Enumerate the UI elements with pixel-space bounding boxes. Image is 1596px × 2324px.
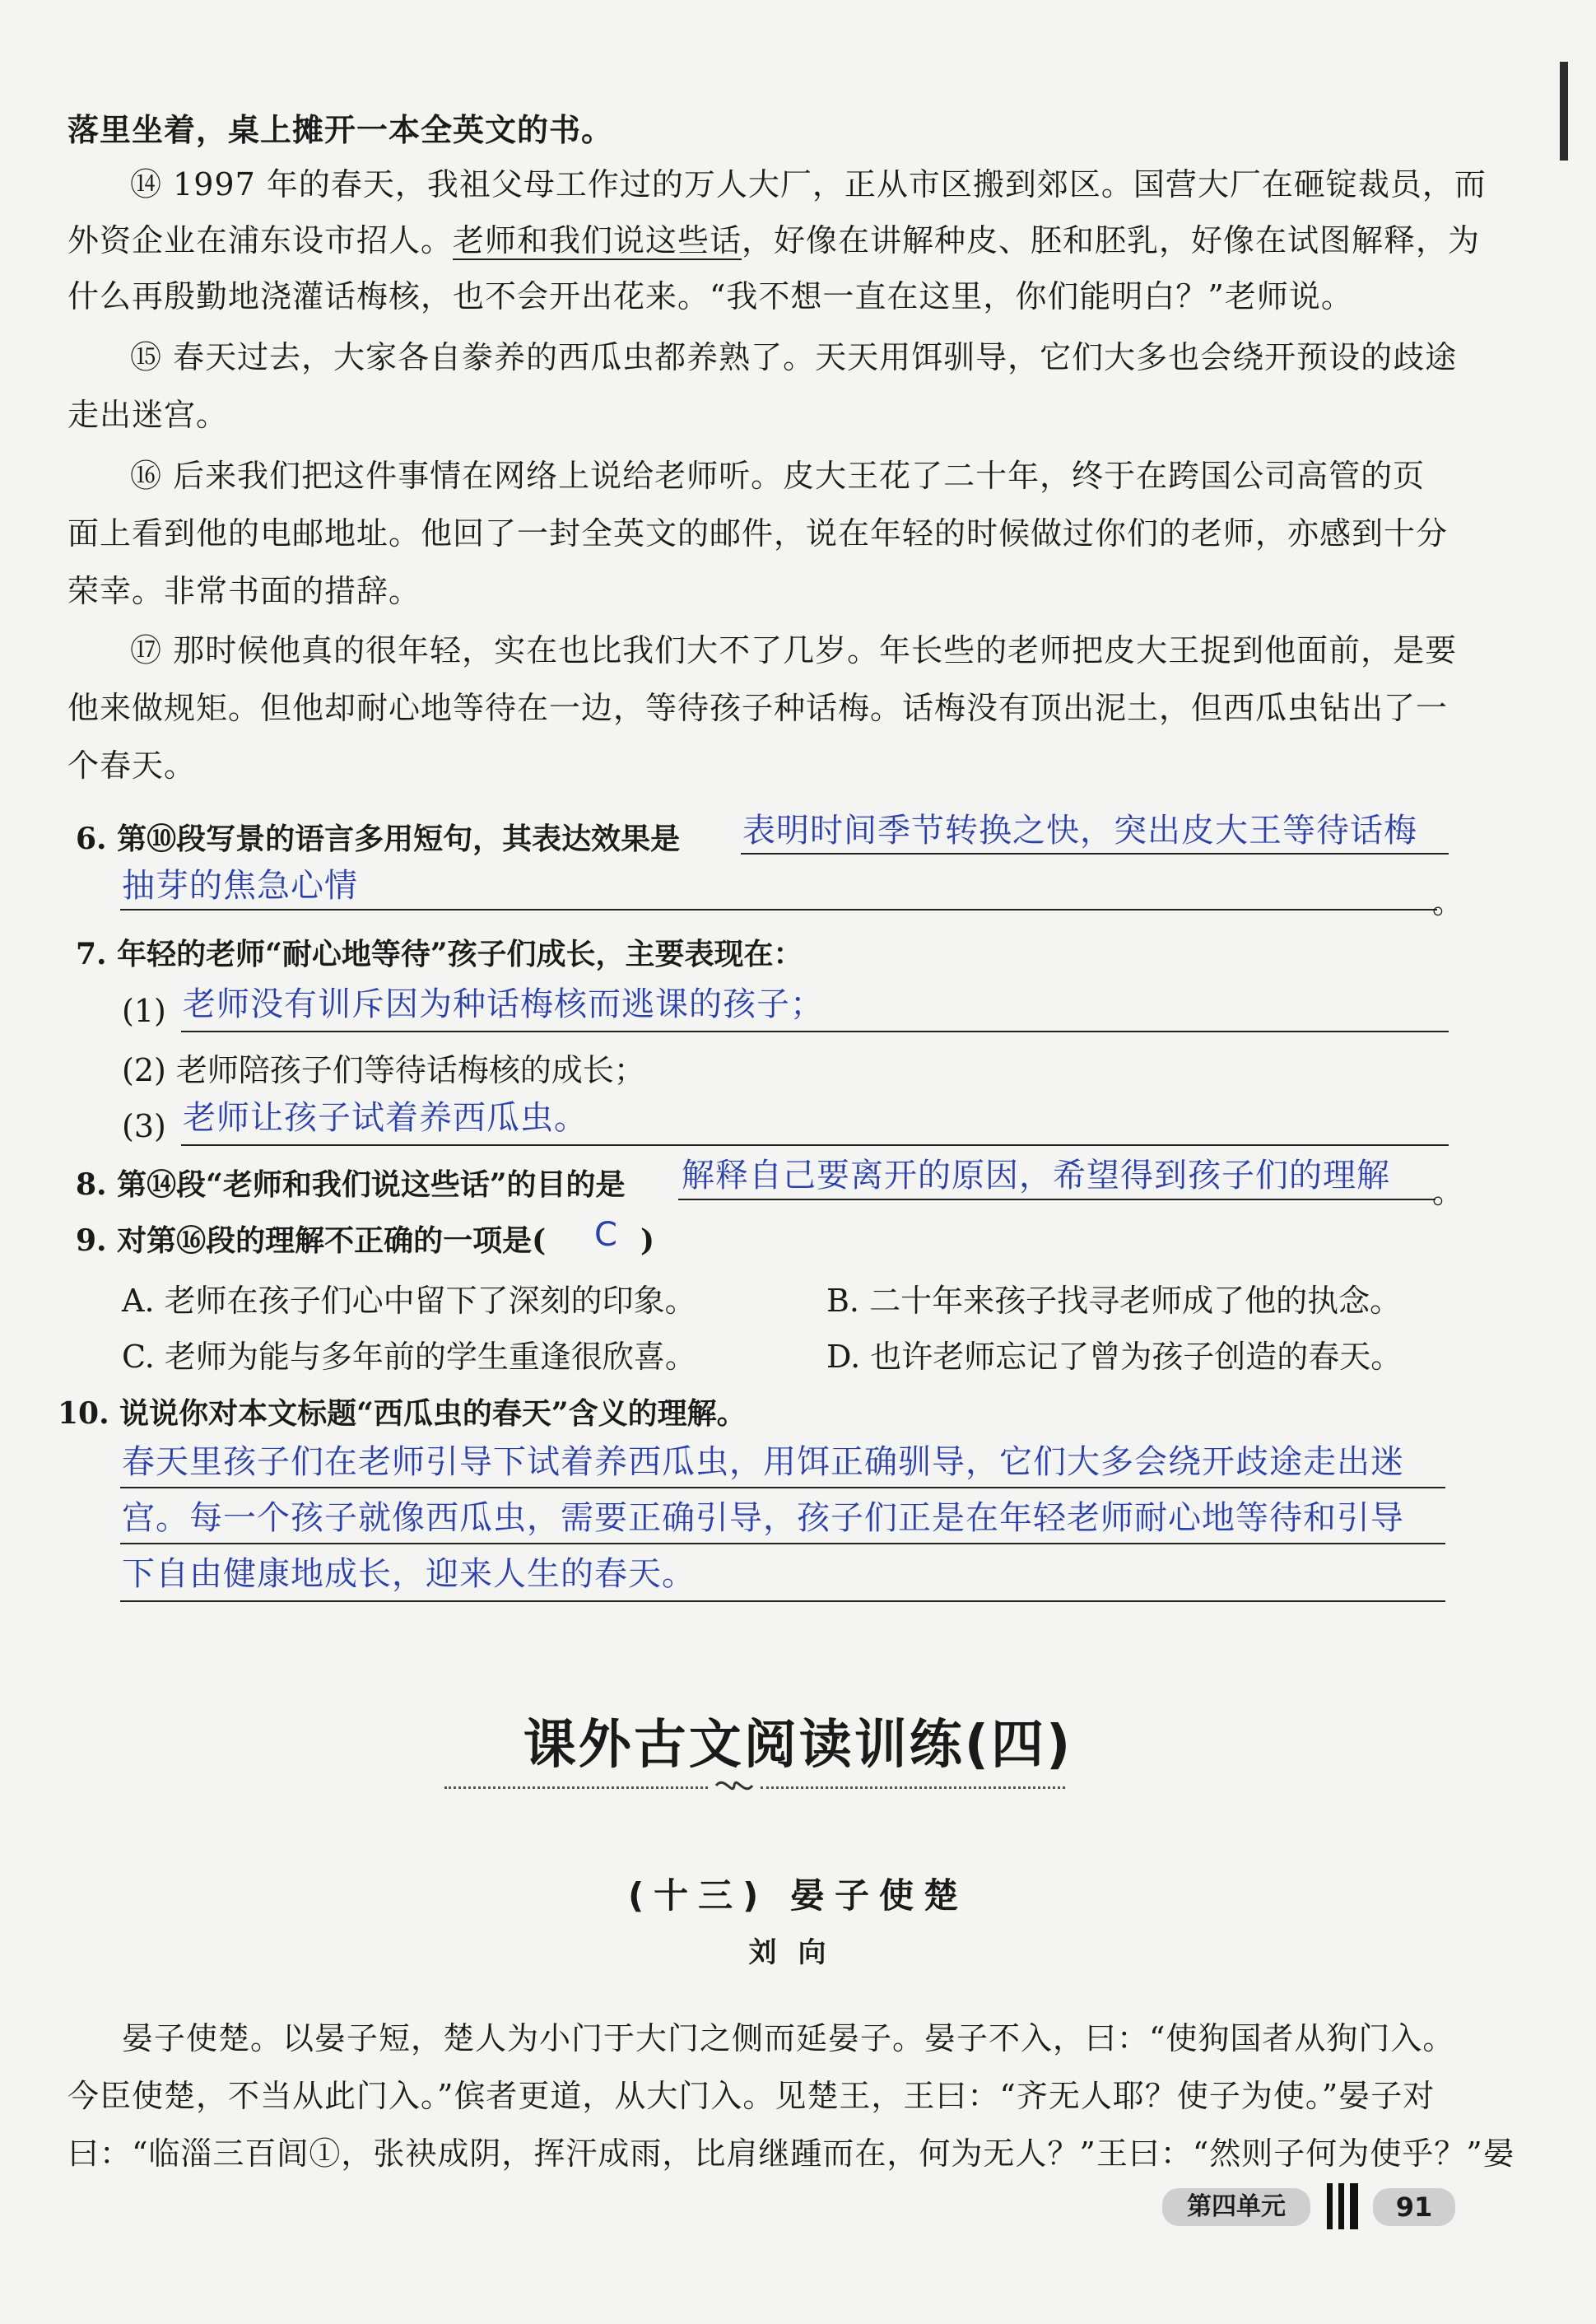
section-title: 课外古文阅读训练(四) xyxy=(523,1715,1073,1776)
answer-rule xyxy=(120,1487,1445,1488)
paragraph-16-line-2: 面上看到他的电邮地址。他回了一封全英文的邮件，说在年轻的时候做过你们的老师，亦感到十分 xyxy=(67,515,1449,552)
question-10-label: 10. 说说你对本文标题“西瓜虫的春天”含义的理解。 xyxy=(58,1396,747,1431)
title-divider-right xyxy=(761,1786,1065,1789)
answer-rule xyxy=(120,1543,1445,1544)
passage-line: 落里坐着，桌上摊开一本全英文的书。 xyxy=(67,111,614,148)
question-7-item-1-number: (1) xyxy=(122,993,166,1029)
ornament-icon xyxy=(713,1772,756,1800)
answer-rule xyxy=(181,1031,1449,1032)
paragraph-17-line-2: 他来做规矩。但他却耐心地等待在一边，等待孩子种话梅。话梅没有顶出泥土，但西瓜虫钻出了一 xyxy=(67,690,1449,726)
author: 刘向 xyxy=(748,1936,848,1969)
question-9-close-paren: ) xyxy=(640,1223,655,1258)
question-7-label: 7. 年轻的老师“耐心地等待”孩子们成长，主要表现在： xyxy=(76,937,803,971)
answer-rule xyxy=(181,1144,1449,1146)
paragraph-15-line-2: 走出迷宫。 xyxy=(67,397,229,433)
question-10-answer-line-3[interactable]: 下自由健康地成长，迎来人生的春天。 xyxy=(122,1555,696,1593)
paragraph-15-line-1: ⑮ 春天过去，大家各自豢养的西瓜虫都养熟了。天天用饵驯导，它们大多也会绕开预设的歧途 xyxy=(130,339,1458,375)
paragraph-14-line-1: ⑭ 1997 年的春天，我祖父母工作过的万人大厂，正从市区搬到郊区。国营大厂在砸锭裁员，而 xyxy=(130,166,1487,203)
classical-text-line-3: 曰：“临淄三百闾①，张袂成阴，挥汗成雨，比肩继踵而在，何为无人？”王曰：“然则子何为使乎？”晏 xyxy=(67,2135,1515,2172)
question-6-label: 6. 第⑩段写景的语言多用短句，其表达效果是 xyxy=(76,822,681,856)
paragraph-17-line-1: ⑰ 那时候他真的很年轻，实在也比我们大不了几岁。年长些的老师把皮大王捉到他面前，是要 xyxy=(130,632,1458,668)
footer-bars-icon xyxy=(1327,2183,1365,2229)
question-9-answer[interactable]: C xyxy=(594,1216,618,1254)
footer-unit-badge: 第四单元 xyxy=(1162,2188,1310,2226)
question-9-option-c: C. 老师为能与多年前的学生重逢很欣喜。 xyxy=(122,1339,696,1375)
question-7-item-2: (2) 老师陪孩子们等待话梅核的成长； xyxy=(122,1052,645,1088)
question-9-option-b: B. 二十年来孩子找寻老师成了他的执念。 xyxy=(826,1283,1402,1319)
classical-text-line-1: 晏子使楚。以晏子短，楚人为小门于大门之侧而延晏子。晏子不入，曰：“使狗国者从狗门入。 xyxy=(122,2020,1455,2056)
classical-text-line-2: 今臣使楚，不当从此门入。”傧者更道，从大门入。见楚王，王曰：“齐无人耶？使子为使。”晏子对 xyxy=(67,2078,1435,2114)
question-8-end: 。 xyxy=(1432,1174,1465,1210)
question-10-answer-line-2[interactable]: 宫。每一个孩子就像西瓜虫，需要正确引导，孩子们正是在年轻老师耐心地等待和引导 xyxy=(122,1499,1404,1537)
paragraph-14-line-3: 什么再殷勤地浇灌话梅核，也不会开出花来。“我不想一直在这里，你们能明白？”老师说。 xyxy=(67,278,1353,314)
question-7-answer-1[interactable]: 老师没有训斥因为种话梅核而逃课的孩子； xyxy=(183,985,824,1023)
question-8-answer[interactable]: 解释自己要离开的原因，希望得到孩子们的理解 xyxy=(682,1157,1390,1195)
title-divider-left xyxy=(444,1786,708,1789)
page-edge-mark xyxy=(1560,62,1568,161)
paragraph-14-line-2 xyxy=(67,221,1480,260)
question-6-answer-line-1[interactable]: 表明时间季节转换之快，突出皮大王等待话梅 xyxy=(742,812,1417,850)
question-8-label: 8. 第⑭段“老师和我们说这些话”的目的是 xyxy=(76,1167,626,1202)
paragraph-16-line-3: 荣幸。非常书面的措辞。 xyxy=(67,573,421,609)
paragraph-17-line-3: 个春天。 xyxy=(67,747,197,784)
answer-rule xyxy=(741,853,1449,855)
p14-text-c: ，好像在讲解种皮、胚和胚乳，好像在试图解释，为 xyxy=(742,222,1481,258)
question-10-answer-line-1[interactable]: 春天里孩子们在老师引导下试着养西瓜虫，用饵正确驯导，它们大多会绕开歧途走出迷 xyxy=(122,1443,1404,1481)
answer-rule xyxy=(120,1600,1445,1602)
subsection-title: (十三) 晏子使楚 xyxy=(627,1875,968,1916)
question-7-answer-3[interactable]: 老师让孩子试着养西瓜虫。 xyxy=(183,1099,588,1137)
question-6-answer-line-2[interactable]: 抽芽的焦急心情 xyxy=(122,867,358,905)
p14-underlined-phrase: 老师和我们说这些话 xyxy=(453,222,742,258)
question-7-item-3-number: (3) xyxy=(122,1108,166,1144)
paragraph-16-line-1: ⑯ 后来我们把这件事情在网络上说给老师听。皮大王花了二十年，终于在跨国公司高管的页 xyxy=(130,458,1426,494)
question-6-end: 。 xyxy=(1432,884,1465,920)
question-9-option-d: D. 也许老师忘记了曾为孩子创造的春天。 xyxy=(826,1339,1403,1375)
answer-rule xyxy=(120,909,1437,911)
question-9-option-a: A. 老师在孩子们心中留下了深刻的印象。 xyxy=(122,1283,696,1319)
answer-rule xyxy=(678,1199,1435,1200)
p14-text-a: 外资企业在浦东设市招人。 xyxy=(67,222,454,258)
question-9-label: 9. 对第⑯段的理解不正确的一项是( xyxy=(76,1223,547,1258)
page-number: 91 xyxy=(1373,2188,1455,2226)
